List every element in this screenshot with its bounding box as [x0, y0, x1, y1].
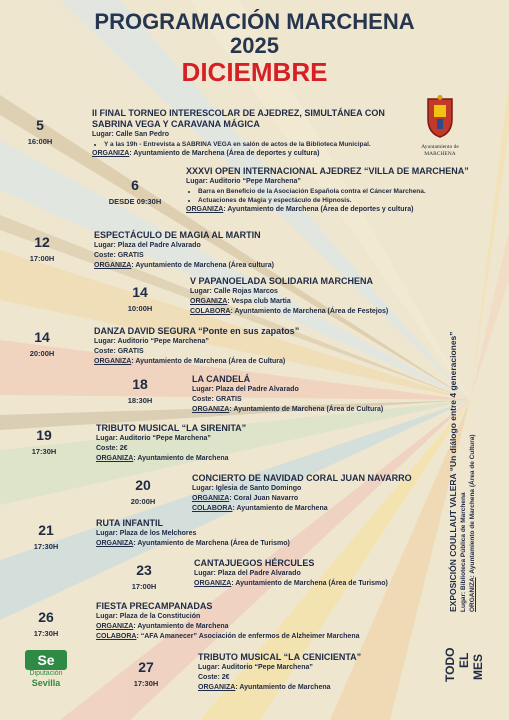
event-time: 17:00H: [131, 582, 157, 591]
event-time: DESDE 09:30H: [108, 197, 162, 206]
lugar-label: Lugar:: [96, 435, 118, 442]
organiza-value: : Ayuntamiento de Marchena (Área de Cultura): [131, 358, 286, 365]
event-time: 16:00H: [27, 137, 53, 146]
organiza-value: : Coral Juan Navarro: [229, 495, 299, 502]
colabora-label: COLABORA: [190, 308, 231, 315]
colabora-label: COLABORA: [192, 505, 233, 512]
event-item: [190, 276, 440, 317]
lugar-label: Lugar:: [186, 178, 208, 185]
organiza-label: ORGANIZA: [96, 540, 134, 547]
organiza-label: ORGANIZA: [194, 580, 232, 587]
organiza-value: : Ayuntamiento de Marchena (Área cultura): [131, 262, 274, 269]
event-title: XXXVI OPEN INTERNACIONAL AJEDREZ “VILLA DE MARCHENA”: [186, 166, 469, 176]
event-day: 19: [36, 427, 52, 443]
event-bullet: • Barra en Beneficio de la Asociación Española contra el Cáncer Marchena.: [198, 187, 476, 196]
logo-text: Ayuntamiento de MARCHENA: [421, 144, 459, 157]
organiza-value: : Vespa club Martia: [227, 298, 291, 305]
organiza-label: ORGANIZA: [92, 150, 130, 157]
organiza-label: ORGANIZA: [192, 406, 230, 413]
event-title: TRIBUTO MUSICAL “LA SIRENITA”: [96, 423, 247, 433]
event-title: RUTA INFANTIL: [96, 518, 163, 528]
todo-el-mes-3: MES: [471, 653, 485, 680]
event-date: [22, 428, 66, 456]
lugar-label: Lugar:: [94, 338, 116, 345]
coste-value: 2€: [221, 674, 230, 681]
coste-value: GRATIS: [117, 252, 144, 259]
colabora-value: : “AFA Amanecer” Asociación de enfermos de Alzheimer Marchena: [136, 633, 360, 640]
lugar-value: Auditorio “Pepe Marchena”: [119, 435, 211, 442]
event-item: [94, 230, 394, 271]
event-date: [24, 610, 68, 638]
event-time: 10:00H: [127, 304, 153, 313]
event-time: 17:30H: [33, 629, 59, 638]
lugar-value: Auditorio “Pepe Marchena”: [209, 178, 301, 185]
event-time: 20:00H: [29, 349, 55, 358]
coste-value: 2€: [119, 445, 128, 452]
lugar-label: Lugar:: [92, 131, 114, 138]
event-item: [198, 652, 428, 693]
lugar-value: Plaza del Padre Alvarado: [215, 386, 299, 393]
organiza-label: ORGANIZA: [96, 455, 134, 462]
event-day: 20: [135, 477, 151, 493]
event-date: [96, 178, 174, 206]
side-organiza: [469, 282, 477, 612]
event-time: 20:00H: [130, 497, 156, 506]
diputacion-text-2: Sevilla: [31, 678, 61, 688]
event-day: 26: [38, 609, 54, 625]
event-title: LA CANDELÁ: [192, 374, 251, 384]
lugar-value: Plaza del Padre Alvarado: [217, 570, 301, 577]
event-title: TRIBUTO MUSICAL “LA CENICIENTA”: [198, 652, 362, 662]
lugar-label: Lugar:: [192, 386, 214, 393]
event-item: [96, 423, 356, 464]
event-day: 27: [138, 659, 154, 675]
side-exhibition-title: EXPOSICIÓN COULLAUT VALERA “Un diálogo entre 4 generaciones”: [448, 331, 458, 612]
diputacion-logo: [22, 650, 70, 688]
event-item: [186, 166, 476, 215]
event-day: 5: [36, 117, 44, 133]
organiza-value: : Ayuntamiento de Marchena: [235, 684, 331, 691]
event-date: [122, 563, 166, 591]
lugar-value: Calle San Pedro: [115, 131, 170, 138]
event-day: 18: [132, 376, 148, 392]
event-day: 14: [34, 329, 50, 345]
organiza-value: : Ayuntamiento de Marchena (Área de Turismo): [133, 540, 290, 547]
organiza-value: : Ayuntamiento de Marchena (Área de deportes y cultura): [129, 150, 320, 157]
organiza-label: ORGANIZA: [192, 495, 230, 502]
organiza-value: : Ayuntamiento de Marchena (Área de deportes y cultura): [223, 206, 414, 213]
organiza-value: : Ayuntamiento de Marchena: [133, 623, 229, 630]
organiza-label: ORGANIZA: [94, 262, 132, 269]
event-title: V PAPANOELADA SOLIDARIA MARCHENA: [190, 276, 374, 286]
lugar-value: Plaza de los Melchores: [119, 530, 197, 537]
colabora-label: COLABORA: [96, 633, 137, 640]
event-item: [194, 558, 439, 589]
lugar-value: Plaza del Padre Alvarado: [117, 242, 201, 249]
event-item: [94, 326, 394, 367]
event-item: [96, 518, 346, 549]
organiza-value: : Ayuntamiento de Marchena (Área de Turismo): [231, 580, 388, 587]
organiza-label: ORGANIZA: [186, 206, 224, 213]
coste-label: Coste:: [192, 396, 214, 403]
todo-el-mes-2: EL: [457, 652, 471, 668]
coste-label: Coste:: [94, 348, 116, 355]
event-item: [92, 108, 402, 159]
diputacion-text-1: Diputación: [29, 670, 63, 677]
organiza-value: : Ayuntamiento de Marchena: [133, 455, 229, 462]
coste-value: GRATIS: [117, 348, 144, 355]
lugar-label: Lugar:: [94, 242, 116, 249]
event-item: [96, 601, 396, 642]
title-line-3: DICIEMBRE: [181, 57, 328, 87]
side-organiza-value: : Ayuntamiento de Marchena (Área de Cultura): [469, 434, 476, 578]
organiza-label: ORGANIZA: [96, 623, 134, 630]
organiza-value: : Ayuntamiento de Marchena (Área de Cultura): [229, 406, 384, 413]
event-date: [18, 235, 66, 263]
event-day: 12: [34, 234, 50, 250]
event-time: 18:30H: [127, 396, 153, 405]
coste-label: Coste:: [96, 445, 118, 452]
coat-of-arms-icon: [420, 95, 460, 139]
event-bullet: • Actuaciones de Magia y espectáculo de Hipnosis.: [198, 196, 476, 205]
event-date: [118, 478, 168, 506]
title-line-1: PROGRAMACIÓN MARCHENA: [94, 9, 415, 34]
lugar-label: Lugar:: [194, 570, 216, 577]
event-day: 21: [38, 522, 54, 538]
event-item: [192, 374, 442, 415]
side-lugar: Lugar: Biblioteca Pública de Marchena: [460, 492, 467, 612]
colabora-value: : Ayuntamiento de Marchena (Área de Festejos): [230, 308, 389, 315]
diputacion-mark-icon: Se: [25, 650, 67, 670]
lugar-value: Plaza de la Constitución: [119, 613, 201, 620]
event-time: 17:00H: [29, 254, 55, 263]
coste-value: GRATIS: [215, 396, 242, 403]
lugar-value: Auditorio “Pepe Marchena”: [117, 338, 209, 345]
event-time: 17:30H: [31, 447, 57, 456]
todo-el-mes-1: TODO: [443, 647, 457, 682]
coste-label: Coste:: [94, 252, 116, 259]
lugar-label: Lugar:: [198, 664, 220, 671]
event-date: [118, 377, 162, 405]
lugar-label: Lugar:: [96, 613, 118, 620]
event-title: CONCIERTO DE NAVIDAD CORAL JUAN NAVARRO: [192, 473, 412, 483]
event-title: II FINAL TORNEO INTERESCOLAR DE AJEDREZ, SIMULTÁNEA CON SABRINA VEGA Y CARAVANA MÁGICA: [92, 108, 385, 129]
lugar-value: Auditorio “Pepe Marchena”: [221, 664, 313, 671]
lugar-value: Iglesia de Santo Domingo: [215, 485, 302, 492]
event-date: [118, 285, 162, 313]
event-day: 23: [136, 562, 152, 578]
organiza-label: ORGANIZA: [190, 298, 228, 305]
event-title: ESPECTÁCULO DE MAGIA AL MARTIN: [94, 230, 261, 240]
title-line-2: 2025: [230, 33, 279, 58]
lugar-label: Lugar:: [96, 530, 118, 537]
organiza-label: ORGANIZA: [198, 684, 236, 691]
organiza-label: ORGANIZA: [94, 358, 132, 365]
event-title: CANTAJUEGOS HÉRCULES: [194, 558, 315, 568]
event-item: [192, 473, 437, 514]
side-organiza-label: ORGANIZA: [469, 577, 476, 612]
lugar-value: Calle Rojas Marcos: [213, 288, 278, 295]
event-time: 17:30H: [33, 542, 59, 551]
event-bullet: • Y a las 19h - Entrevista a SABRINA VEGA en salón de actos de la Biblioteca Municipal.: [104, 140, 402, 149]
event-title: FIESTA PRECAMPANADAS: [96, 601, 213, 611]
ayuntamiento-logo: [413, 95, 467, 158]
event-day: 14: [132, 284, 148, 300]
event-date: [20, 330, 64, 358]
lugar-label: Lugar:: [192, 485, 214, 492]
event-title: DANZA DAVID SEGURA “Ponte en sus zapatos”: [94, 326, 300, 336]
event-time: 17:30H: [133, 679, 159, 688]
coste-label: Coste:: [198, 674, 220, 681]
event-date: [124, 660, 168, 688]
event-date: [18, 118, 62, 146]
event-day: 6: [131, 177, 139, 193]
colabora-value: : Ayuntamiento de Marchena: [232, 505, 328, 512]
lugar-label: Lugar:: [190, 288, 212, 295]
event-date: [24, 523, 68, 551]
